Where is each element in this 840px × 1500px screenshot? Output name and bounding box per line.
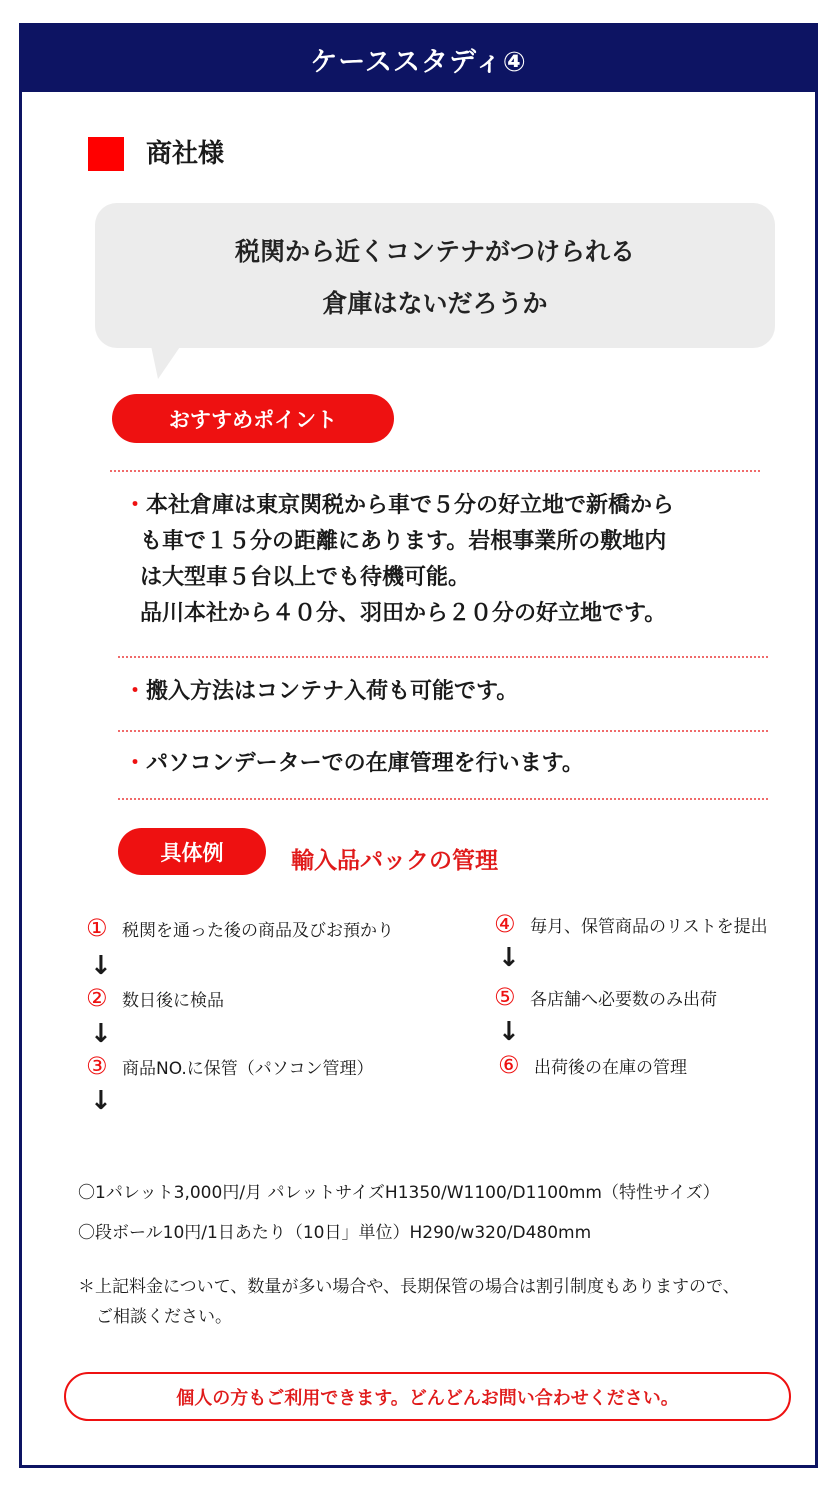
- case-study-header: [22, 26, 815, 92]
- pricing-pallet: 〇1パレット3,000円/月 パレットサイズH1350/W1100/D1100mm（特性サイズ）: [78, 1183, 720, 1203]
- example-badge: 具体例: [118, 828, 266, 875]
- case-study-card: [19, 23, 818, 1468]
- down-arrow-icon: ↓: [498, 943, 520, 973]
- bubble-line-2: 倉庫はないだろうか: [322, 289, 548, 318]
- down-arrow-icon: ↓: [90, 1019, 112, 1049]
- bullet-icon: ・: [124, 493, 147, 518]
- step-1: [86, 914, 394, 942]
- step-4-text: 毎月、保管商品のリストを提出: [530, 916, 768, 937]
- step-4-number: ④: [494, 910, 516, 938]
- step-2: [86, 984, 224, 1012]
- step-1-number: ①: [86, 914, 108, 942]
- step-6-text: 出荷後の在庫の管理: [534, 1057, 687, 1078]
- step-3-number: ③: [86, 1052, 108, 1080]
- down-arrow-icon: ↓: [90, 1086, 112, 1116]
- dotted-divider: [118, 730, 768, 732]
- step-5-number: ⑤: [494, 983, 516, 1011]
- speech-bubble-text: [95, 226, 775, 330]
- step-6: [498, 1051, 687, 1079]
- recommend-badge: おすすめポイント: [112, 394, 394, 443]
- recommend-point-2: ・搬入方法はコンテナ入荷も可能です。: [124, 679, 519, 704]
- example-title: 輸入品パックの管理: [291, 848, 498, 874]
- case-study-title: ケーススタディ④: [310, 46, 527, 78]
- dotted-divider: [110, 470, 760, 472]
- client-label: 商社様: [146, 139, 225, 169]
- step-3-text: 商品NO.に保管（パソコン管理）: [122, 1058, 374, 1079]
- step-2-number: ②: [86, 984, 108, 1012]
- step-2-text: 数日後に検品: [122, 990, 224, 1011]
- pricing-box: 〇段ボール10円/1日あたり（10日」単位）H290/w320/D480mm: [78, 1223, 592, 1243]
- contact-banner: 個人の方もご利用できます。どんどんお問い合わせください。: [64, 1372, 791, 1421]
- step-5: [494, 983, 717, 1011]
- recommend-point-1: ・本社倉庫は東京関税から車で５分の好立地で新橋から も車で１５分の距離にあります。岩根事業所の敷地内 は大型車５台以上でも待機可能。 品川本社から４０分、羽田から２０分の好立地です。: [124, 493, 675, 626]
- bullet-icon: ・: [124, 679, 147, 704]
- recommend-point-3: ・パソコンデーターでの在庫管理を行います。: [124, 751, 584, 776]
- step-3: [86, 1052, 373, 1080]
- step-4: [494, 910, 768, 938]
- speech-bubble-tail: [150, 341, 184, 379]
- pricing-note-line-2: ご相談ください。: [96, 1307, 232, 1327]
- bullet-icon: ・: [124, 751, 147, 776]
- dotted-divider: [118, 656, 768, 658]
- dotted-divider: [118, 798, 768, 800]
- down-arrow-icon: ↓: [90, 951, 112, 981]
- bubble-line-1: 税関から近くコンテナがつけられる: [234, 237, 635, 266]
- step-6-number: ⑥: [498, 1051, 520, 1079]
- step-1-text: 税関を通った後の商品及びお預かり: [122, 920, 394, 941]
- step-5-text: 各店舗へ必要数のみ出荷: [530, 989, 717, 1010]
- red-square-marker: [88, 137, 124, 171]
- pricing-note-line-1: ＊上記料金について、数量が多い場合や、長期保管の場合は割引制度もありますので、: [78, 1277, 740, 1297]
- down-arrow-icon: ↓: [498, 1017, 520, 1047]
